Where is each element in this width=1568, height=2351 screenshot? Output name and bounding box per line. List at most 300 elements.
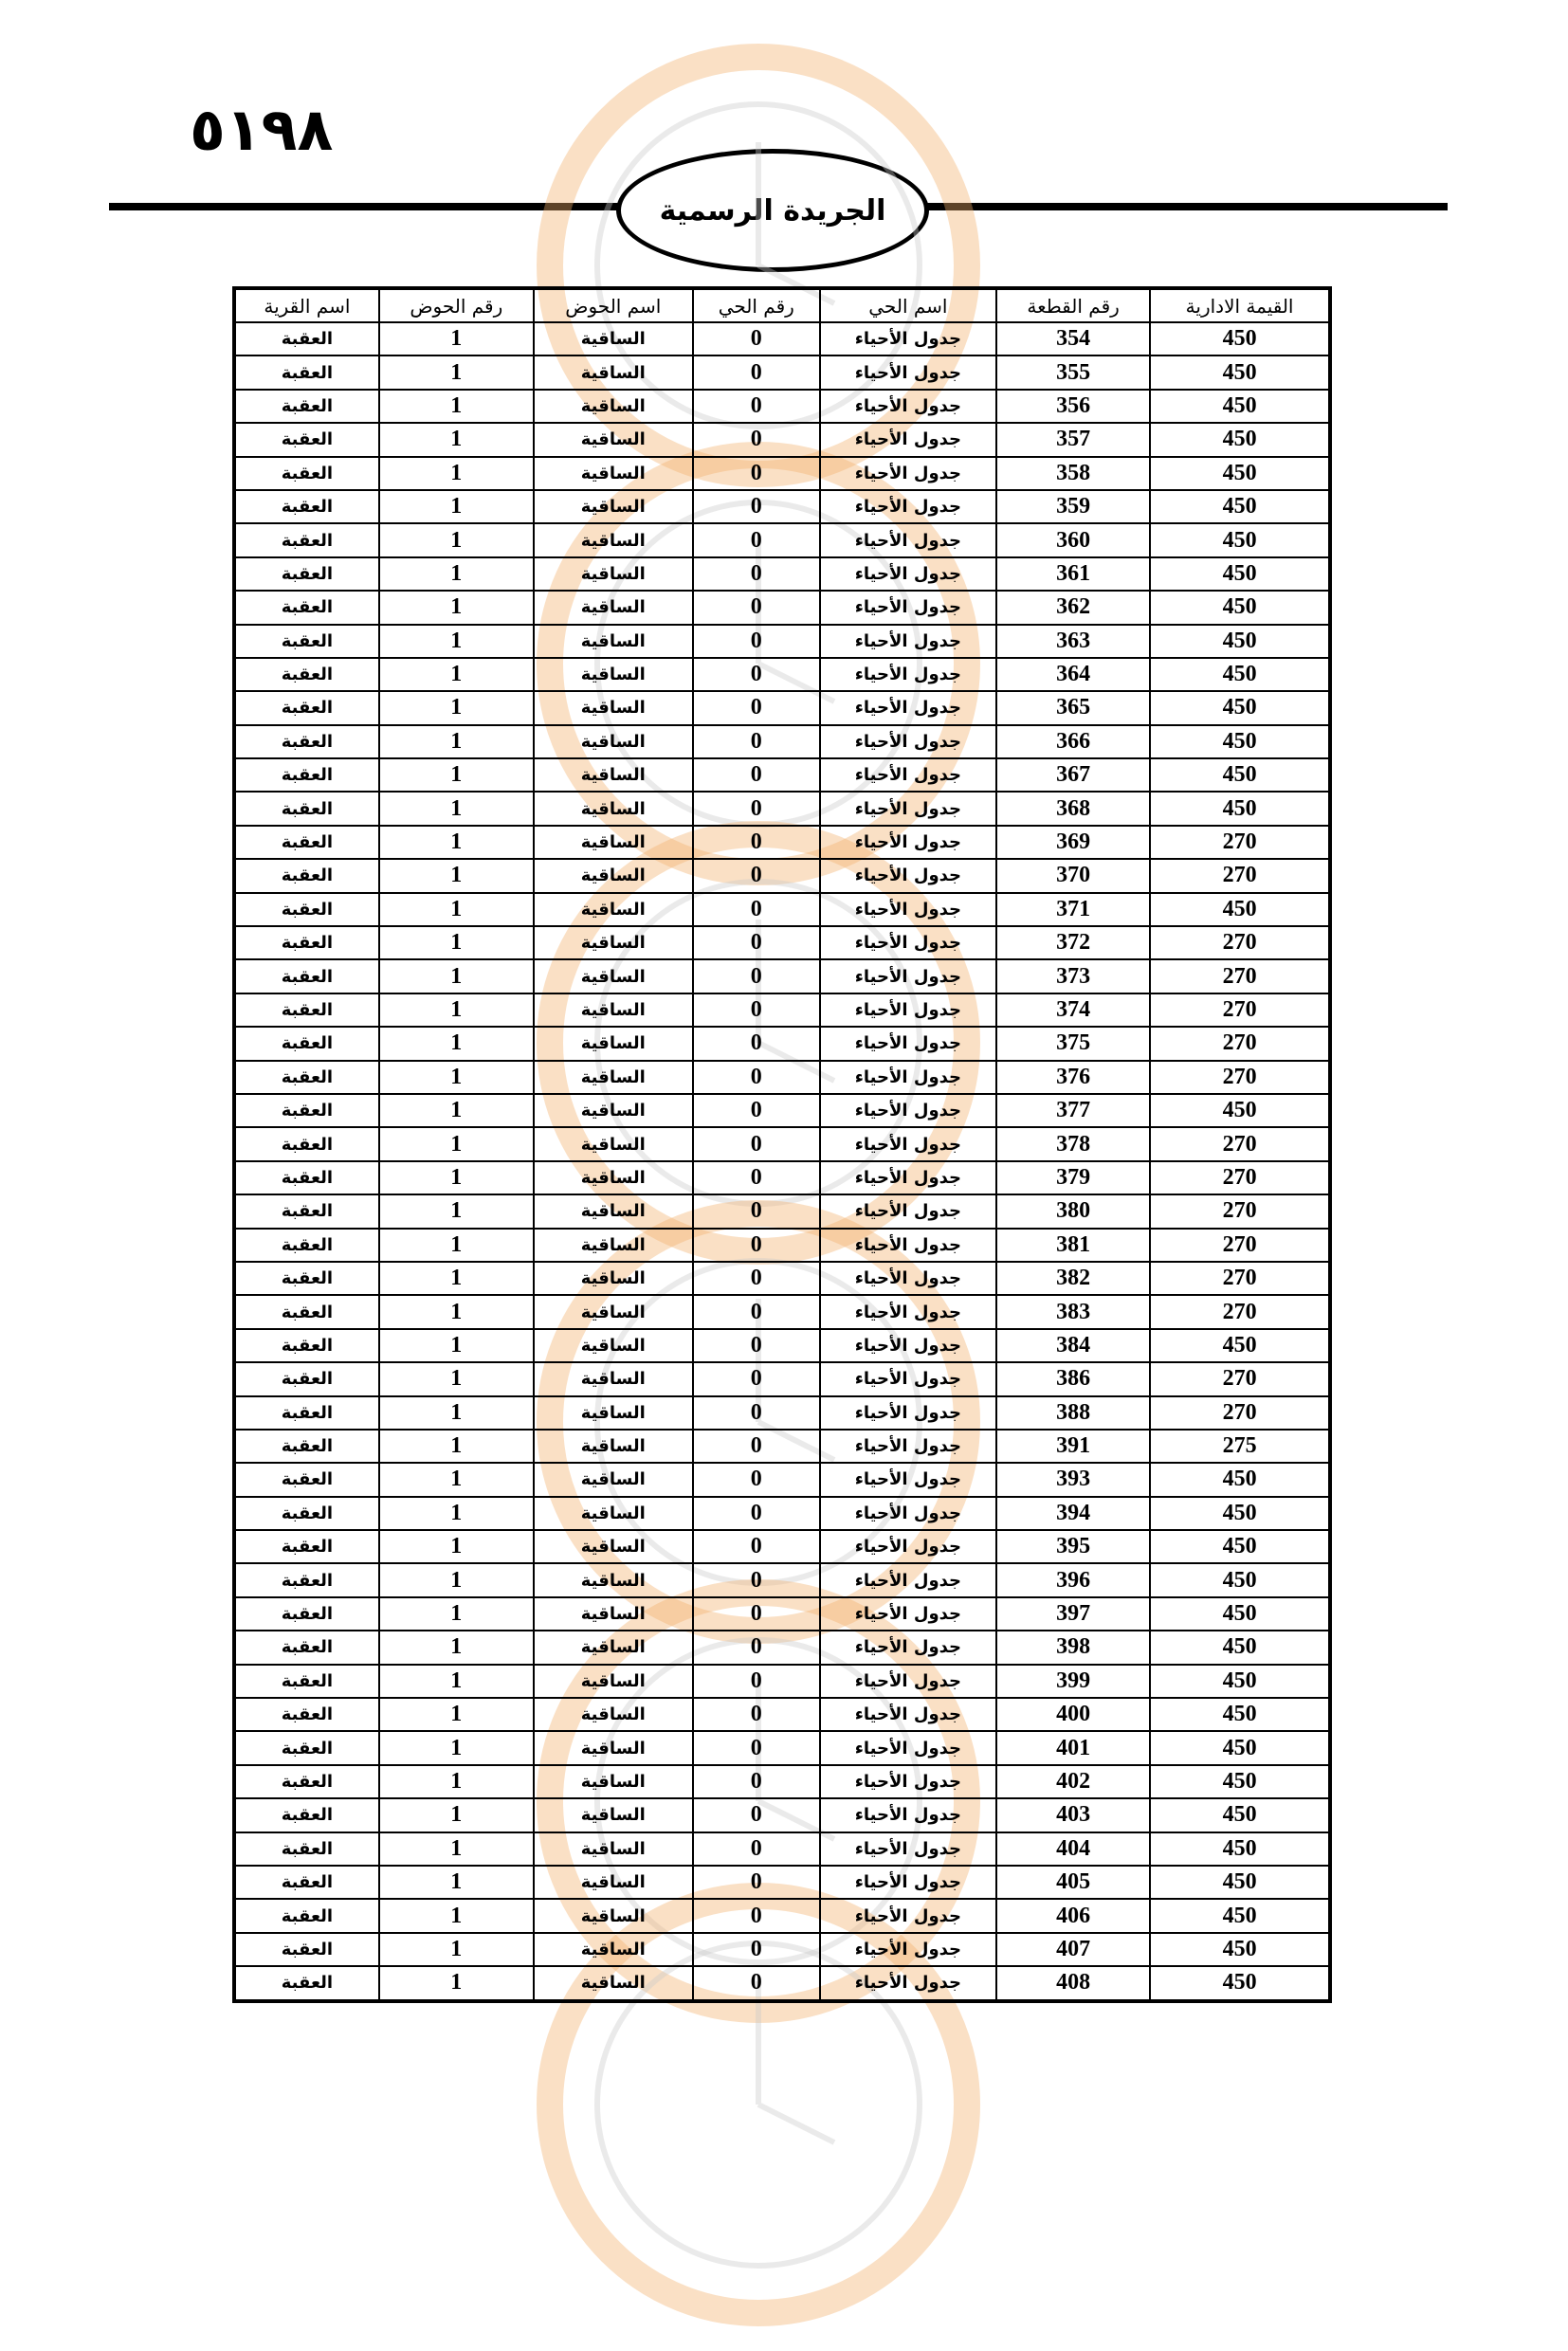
cell-basin-number: 1	[379, 725, 534, 758]
cell-district-number: 0	[693, 1597, 820, 1631]
cell-district-name: جدول الأحياء	[820, 1765, 996, 1798]
cell-basin-name: الساقية	[534, 1665, 693, 1698]
cell-district-name: جدول الأحياء	[820, 1027, 996, 1060]
cell-village-name: العقبة	[235, 490, 379, 523]
table-row	[235, 390, 1329, 423]
cell-plot-number: 365	[996, 691, 1150, 724]
table-row	[235, 1262, 1329, 1295]
cell-village-name: العقبة	[235, 725, 379, 758]
cell-administrative-value: 450	[1150, 758, 1329, 792]
cell-district-number: 0	[693, 523, 820, 556]
cell-administrative-value: 450	[1150, 457, 1329, 490]
cell-basin-number: 1	[379, 1127, 534, 1160]
cell-district-number: 0	[693, 1396, 820, 1430]
cell-district-name: جدول الأحياء	[820, 758, 996, 792]
cell-plot-number: 377	[996, 1094, 1150, 1127]
cell-village-name: العقبة	[235, 1798, 379, 1832]
header-title: الجريدة الرسمية	[659, 193, 886, 228]
cell-plot-number: 381	[996, 1229, 1150, 1262]
cell-district-number: 0	[693, 1798, 820, 1832]
cell-plot-number: 370	[996, 859, 1150, 892]
cell-plot-number: 363	[996, 625, 1150, 658]
cell-plot-number: 374	[996, 993, 1150, 1027]
cell-village-name: العقبة	[235, 1933, 379, 1966]
cell-plot-number: 402	[996, 1765, 1150, 1798]
cell-basin-number: 1	[379, 1497, 534, 1530]
cell-basin-name: الساقية	[534, 1463, 693, 1496]
table-row	[235, 1798, 1329, 1832]
cell-basin-name: الساقية	[534, 758, 693, 792]
table-row	[235, 1731, 1329, 1764]
cell-plot-number: 386	[996, 1362, 1150, 1395]
table-row	[235, 1866, 1329, 1899]
cell-village-name: العقبة	[235, 1061, 379, 1094]
cell-village-name: العقبة	[235, 1194, 379, 1228]
cell-village-name: العقبة	[235, 1966, 379, 1999]
cell-basin-number: 1	[379, 959, 534, 993]
cell-village-name: العقبة	[235, 591, 379, 624]
cell-village-name: العقبة	[235, 1396, 379, 1430]
cell-basin-name: الساقية	[534, 1530, 693, 1563]
cell-village-name: العقبة	[235, 1597, 379, 1631]
cell-district-name: جدول الأحياء	[820, 557, 996, 591]
table-row	[235, 893, 1329, 926]
cell-district-name: جدول الأحياء	[820, 1161, 996, 1194]
cell-basin-name: الساقية	[534, 1061, 693, 1094]
land-values-table	[232, 286, 1332, 2003]
cell-village-name: العقبة	[235, 1229, 379, 1262]
cell-administrative-value: 270	[1150, 859, 1329, 892]
cell-district-name: جدول الأحياء	[820, 1698, 996, 1731]
cell-basin-name: الساقية	[534, 1899, 693, 1932]
table-row	[235, 1698, 1329, 1731]
cell-district-number: 0	[693, 1765, 820, 1798]
cell-plot-number: 398	[996, 1631, 1150, 1664]
cell-district-number: 0	[693, 1866, 820, 1899]
table-row	[235, 1631, 1329, 1664]
cell-district-name: جدول الأحياء	[820, 1597, 996, 1631]
cell-plot-number: 371	[996, 893, 1150, 926]
cell-district-name: جدول الأحياء	[820, 591, 996, 624]
cell-administrative-value: 450	[1150, 591, 1329, 624]
cell-administrative-value: 450	[1150, 1631, 1329, 1664]
cell-district-name: جدول الأحياء	[820, 1463, 996, 1496]
col-header-village-name: اسم القرية	[235, 289, 379, 322]
cell-plot-number: 407	[996, 1933, 1150, 1966]
cell-district-number: 0	[693, 959, 820, 993]
cell-administrative-value: 270	[1150, 1161, 1329, 1194]
cell-basin-name: الساقية	[534, 1430, 693, 1463]
cell-village-name: العقبة	[235, 1362, 379, 1395]
cell-district-name: جدول الأحياء	[820, 457, 996, 490]
cell-basin-name: الساقية	[534, 993, 693, 1027]
table-row	[235, 1396, 1329, 1430]
cell-basin-number: 1	[379, 1161, 534, 1194]
cell-district-number: 0	[693, 1731, 820, 1764]
cell-district-name: جدول الأحياء	[820, 1563, 996, 1596]
cell-plot-number: 380	[996, 1194, 1150, 1228]
cell-plot-number: 361	[996, 557, 1150, 591]
table-header-row	[235, 289, 1329, 322]
cell-district-name: جدول الأحياء	[820, 1262, 996, 1295]
cell-administrative-value: 450	[1150, 625, 1329, 658]
table-row	[235, 1295, 1329, 1328]
cell-district-number: 0	[693, 1530, 820, 1563]
cell-district-name: جدول الأحياء	[820, 725, 996, 758]
cell-basin-number: 1	[379, 1563, 534, 1596]
table-row	[235, 1229, 1329, 1262]
cell-administrative-value: 270	[1150, 1396, 1329, 1430]
cell-basin-name: الساقية	[534, 1094, 693, 1127]
cell-basin-number: 1	[379, 758, 534, 792]
cell-basin-name: الساقية	[534, 457, 693, 490]
cell-district-name: جدول الأحياء	[820, 355, 996, 389]
cell-district-number: 0	[693, 1832, 820, 1866]
table-row	[235, 1933, 1329, 1966]
cell-basin-name: الساقية	[534, 1127, 693, 1160]
cell-basin-number: 1	[379, 1362, 534, 1395]
cell-district-number: 0	[693, 1262, 820, 1295]
cell-basin-number: 1	[379, 523, 534, 556]
cell-administrative-value: 270	[1150, 1061, 1329, 1094]
cell-basin-number: 1	[379, 1530, 534, 1563]
cell-district-name: جدول الأحياء	[820, 1731, 996, 1764]
cell-district-name: جدول الأحياء	[820, 1933, 996, 1966]
cell-district-number: 0	[693, 859, 820, 892]
cell-district-name: جدول الأحياء	[820, 1194, 996, 1228]
cell-basin-name: الساقية	[534, 691, 693, 724]
cell-district-number: 0	[693, 1933, 820, 1966]
cell-plot-number: 403	[996, 1798, 1150, 1832]
cell-district-number: 0	[693, 1194, 820, 1228]
cell-basin-name: الساقية	[534, 1866, 693, 1899]
cell-administrative-value: 450	[1150, 1798, 1329, 1832]
cell-basin-name: الساقية	[534, 1295, 693, 1328]
cell-district-number: 0	[693, 1161, 820, 1194]
cell-basin-name: الساقية	[534, 926, 693, 959]
cell-district-number: 0	[693, 926, 820, 959]
cell-basin-name: الساقية	[534, 658, 693, 691]
cell-basin-name: الساقية	[534, 625, 693, 658]
cell-basin-number: 1	[379, 322, 534, 355]
cell-district-number: 0	[693, 355, 820, 389]
cell-administrative-value: 450	[1150, 893, 1329, 926]
cell-plot-number: 405	[996, 1866, 1150, 1899]
cell-village-name: العقبة	[235, 959, 379, 993]
cell-district-name: جدول الأحياء	[820, 1295, 996, 1328]
cell-district-number: 0	[693, 993, 820, 1027]
table-row	[235, 792, 1329, 825]
table-row	[235, 523, 1329, 556]
cell-plot-number: 357	[996, 423, 1150, 456]
table-row	[235, 457, 1329, 490]
cell-village-name: العقبة	[235, 322, 379, 355]
cell-district-number: 0	[693, 457, 820, 490]
cell-basin-name: الساقية	[534, 792, 693, 825]
cell-district-number: 0	[693, 423, 820, 456]
cell-plot-number: 394	[996, 1497, 1150, 1530]
cell-administrative-value: 270	[1150, 993, 1329, 1027]
cell-village-name: العقبة	[235, 1161, 379, 1194]
cell-basin-number: 1	[379, 1798, 534, 1832]
cell-district-name: جدول الأحياء	[820, 1430, 996, 1463]
cell-village-name: العقبة	[235, 1631, 379, 1664]
table-row	[235, 1194, 1329, 1228]
cell-village-name: العقبة	[235, 390, 379, 423]
cell-district-name: جدول الأحياء	[820, 926, 996, 959]
cell-administrative-value: 450	[1150, 490, 1329, 523]
table-row	[235, 926, 1329, 959]
cell-plot-number: 396	[996, 1563, 1150, 1596]
cell-basin-number: 1	[379, 1061, 534, 1094]
cell-administrative-value: 270	[1150, 959, 1329, 993]
cell-plot-number: 364	[996, 658, 1150, 691]
cell-district-number: 0	[693, 1027, 820, 1060]
cell-district-name: جدول الأحياء	[820, 523, 996, 556]
cell-district-number: 0	[693, 691, 820, 724]
table-row	[235, 1094, 1329, 1127]
cell-basin-number: 1	[379, 1698, 534, 1731]
cell-basin-number: 1	[379, 1295, 534, 1328]
cell-village-name: العقبة	[235, 1430, 379, 1463]
cell-basin-number: 1	[379, 1866, 534, 1899]
cell-administrative-value: 450	[1150, 691, 1329, 724]
cell-basin-number: 1	[379, 1966, 534, 1999]
cell-district-name: جدول الأحياء	[820, 1899, 996, 1932]
cell-district-name: جدول الأحياء	[820, 1396, 996, 1430]
cell-plot-number: 384	[996, 1329, 1150, 1362]
table-row	[235, 1127, 1329, 1160]
cell-district-name: جدول الأحياء	[820, 1362, 996, 1395]
cell-basin-number: 1	[379, 1262, 534, 1295]
cell-administrative-value: 450	[1150, 1329, 1329, 1362]
cell-village-name: العقبة	[235, 1463, 379, 1496]
cell-village-name: العقبة	[235, 1262, 379, 1295]
cell-district-number: 0	[693, 625, 820, 658]
cell-basin-number: 1	[379, 1229, 534, 1262]
cell-district-number: 0	[693, 1094, 820, 1127]
cell-village-name: العقبة	[235, 1765, 379, 1798]
cell-administrative-value: 450	[1150, 1832, 1329, 1866]
cell-district-name: جدول الأحياء	[820, 423, 996, 456]
cell-district-name: جدول الأحياء	[820, 826, 996, 859]
cell-basin-number: 1	[379, 658, 534, 691]
cell-administrative-value: 450	[1150, 1463, 1329, 1496]
cell-village-name: العقبة	[235, 557, 379, 591]
cell-district-number: 0	[693, 1665, 820, 1698]
land-values-table-container	[232, 286, 1332, 2003]
cell-basin-name: الساقية	[534, 1832, 693, 1866]
cell-plot-number: 408	[996, 1966, 1150, 1999]
cell-administrative-value: 450	[1150, 792, 1329, 825]
table-row	[235, 1832, 1329, 1866]
cell-plot-number: 376	[996, 1061, 1150, 1094]
cell-basin-name: الساقية	[534, 423, 693, 456]
cell-basin-number: 1	[379, 390, 534, 423]
cell-basin-number: 1	[379, 1194, 534, 1228]
cell-village-name: العقبة	[235, 423, 379, 456]
table-row	[235, 1061, 1329, 1094]
cell-district-name: جدول الأحياء	[820, 1329, 996, 1362]
cell-administrative-value: 450	[1150, 390, 1329, 423]
cell-basin-name: الساقية	[534, 1966, 693, 1999]
cell-administrative-value: 450	[1150, 1497, 1329, 1530]
cell-basin-name: الساقية	[534, 1563, 693, 1596]
table-row	[235, 1563, 1329, 1596]
cell-basin-number: 1	[379, 355, 534, 389]
table-row	[235, 625, 1329, 658]
cell-village-name: العقبة	[235, 1094, 379, 1127]
cell-administrative-value: 450	[1150, 1563, 1329, 1596]
cell-village-name: العقبة	[235, 1731, 379, 1764]
cell-district-number: 0	[693, 1899, 820, 1932]
cell-district-name: جدول الأحياء	[820, 959, 996, 993]
cell-district-number: 0	[693, 1430, 820, 1463]
table-row	[235, 1765, 1329, 1798]
cell-district-number: 0	[693, 1563, 820, 1596]
cell-basin-number: 1	[379, 1765, 534, 1798]
cell-plot-number: 367	[996, 758, 1150, 792]
cell-basin-number: 1	[379, 926, 534, 959]
cell-basin-number: 1	[379, 893, 534, 926]
cell-plot-number: 362	[996, 591, 1150, 624]
cell-district-number: 0	[693, 1127, 820, 1160]
cell-village-name: العقبة	[235, 658, 379, 691]
cell-basin-number: 1	[379, 591, 534, 624]
table-row	[235, 1329, 1329, 1362]
cell-basin-name: الساقية	[534, 591, 693, 624]
cell-district-name: جدول الأحياء	[820, 1094, 996, 1127]
cell-village-name: العقبة	[235, 893, 379, 926]
cell-basin-number: 1	[379, 423, 534, 456]
table-row	[235, 1430, 1329, 1463]
cell-basin-name: الساقية	[534, 557, 693, 591]
cell-administrative-value: 450	[1150, 1731, 1329, 1764]
table-row	[235, 1362, 1329, 1395]
cell-plot-number: 372	[996, 926, 1150, 959]
table-row	[235, 423, 1329, 456]
cell-basin-name: الساقية	[534, 1631, 693, 1664]
table-row	[235, 591, 1329, 624]
cell-plot-number: 356	[996, 390, 1150, 423]
table-row	[235, 658, 1329, 691]
cell-administrative-value: 450	[1150, 322, 1329, 355]
col-header-basin-name: اسم الحوض	[534, 289, 693, 322]
table-row	[235, 490, 1329, 523]
cell-district-number: 0	[693, 1698, 820, 1731]
cell-basin-name: الساقية	[534, 1497, 693, 1530]
cell-district-name: جدول الأحياء	[820, 1530, 996, 1563]
cell-administrative-value: 270	[1150, 1362, 1329, 1395]
cell-basin-number: 1	[379, 792, 534, 825]
cell-district-name: جدول الأحياء	[820, 1798, 996, 1832]
cell-district-name: جدول الأحياء	[820, 893, 996, 926]
cell-district-number: 0	[693, 322, 820, 355]
cell-village-name: العقبة	[235, 523, 379, 556]
cell-plot-number: 399	[996, 1665, 1150, 1698]
cell-district-name: جدول الأحياء	[820, 1631, 996, 1664]
cell-plot-number: 359	[996, 490, 1150, 523]
cell-district-name: جدول الأحياء	[820, 658, 996, 691]
cell-village-name: العقبة	[235, 826, 379, 859]
table-row	[235, 1899, 1329, 1932]
table-body	[235, 322, 1329, 2000]
cell-plot-number: 375	[996, 1027, 1150, 1060]
cell-village-name: العقبة	[235, 457, 379, 490]
cell-plot-number: 360	[996, 523, 1150, 556]
cell-district-number: 0	[693, 725, 820, 758]
cell-plot-number: 397	[996, 1597, 1150, 1631]
cell-district-name: جدول الأحياء	[820, 322, 996, 355]
cell-district-number: 0	[693, 557, 820, 591]
cell-plot-number: 378	[996, 1127, 1150, 1160]
cell-village-name: العقبة	[235, 1295, 379, 1328]
cell-district-name: جدول الأحياء	[820, 993, 996, 1027]
cell-basin-name: الساقية	[534, 1396, 693, 1430]
cell-plot-number: 354	[996, 322, 1150, 355]
table-row	[235, 691, 1329, 724]
cell-district-name: جدول الأحياء	[820, 490, 996, 523]
cell-plot-number: 373	[996, 959, 1150, 993]
cell-administrative-value: 450	[1150, 1698, 1329, 1731]
table-row	[235, 355, 1329, 389]
cell-village-name: العقبة	[235, 1563, 379, 1596]
cell-basin-number: 1	[379, 1899, 534, 1932]
cell-administrative-value: 270	[1150, 1295, 1329, 1328]
cell-district-name: جدول الأحياء	[820, 1665, 996, 1698]
cell-basin-name: الساقية	[534, 893, 693, 926]
col-header-district-number: رقم الحي	[693, 289, 820, 322]
cell-district-number: 0	[693, 758, 820, 792]
cell-village-name: العقبة	[235, 993, 379, 1027]
cell-basin-number: 1	[379, 993, 534, 1027]
cell-plot-number: 358	[996, 457, 1150, 490]
cell-basin-number: 1	[379, 826, 534, 859]
cell-basin-name: الساقية	[534, 1262, 693, 1295]
cell-basin-number: 1	[379, 457, 534, 490]
cell-administrative-value: 450	[1150, 1530, 1329, 1563]
cell-basin-name: الساقية	[534, 1698, 693, 1731]
cell-plot-number: 355	[996, 355, 1150, 389]
cell-village-name: العقبة	[235, 1027, 379, 1060]
cell-basin-name: الساقية	[534, 1194, 693, 1228]
cell-plot-number: 369	[996, 826, 1150, 859]
cell-basin-name: الساقية	[534, 322, 693, 355]
cell-plot-number: 391	[996, 1430, 1150, 1463]
cell-basin-number: 1	[379, 1396, 534, 1430]
cell-district-name: جدول الأحياء	[820, 792, 996, 825]
cell-plot-number: 404	[996, 1832, 1150, 1866]
cell-administrative-value: 450	[1150, 1899, 1329, 1932]
cell-administrative-value: 450	[1150, 1866, 1329, 1899]
cell-administrative-value: 450	[1150, 725, 1329, 758]
cell-plot-number: 406	[996, 1899, 1150, 1932]
cell-basin-name: الساقية	[534, 1765, 693, 1798]
table-row	[235, 1530, 1329, 1563]
cell-administrative-value: 450	[1150, 355, 1329, 389]
cell-administrative-value: 450	[1150, 1966, 1329, 1999]
cell-district-name: جدول الأحياء	[820, 1832, 996, 1866]
cell-administrative-value: 450	[1150, 1933, 1329, 1966]
cell-basin-name: الساقية	[534, 390, 693, 423]
cell-basin-number: 1	[379, 1430, 534, 1463]
table-row	[235, 1161, 1329, 1194]
cell-plot-number: 401	[996, 1731, 1150, 1764]
table-row	[235, 826, 1329, 859]
col-header-district-name: اسم الحي	[820, 289, 996, 322]
cell-basin-number: 1	[379, 557, 534, 591]
table-row	[235, 322, 1329, 355]
